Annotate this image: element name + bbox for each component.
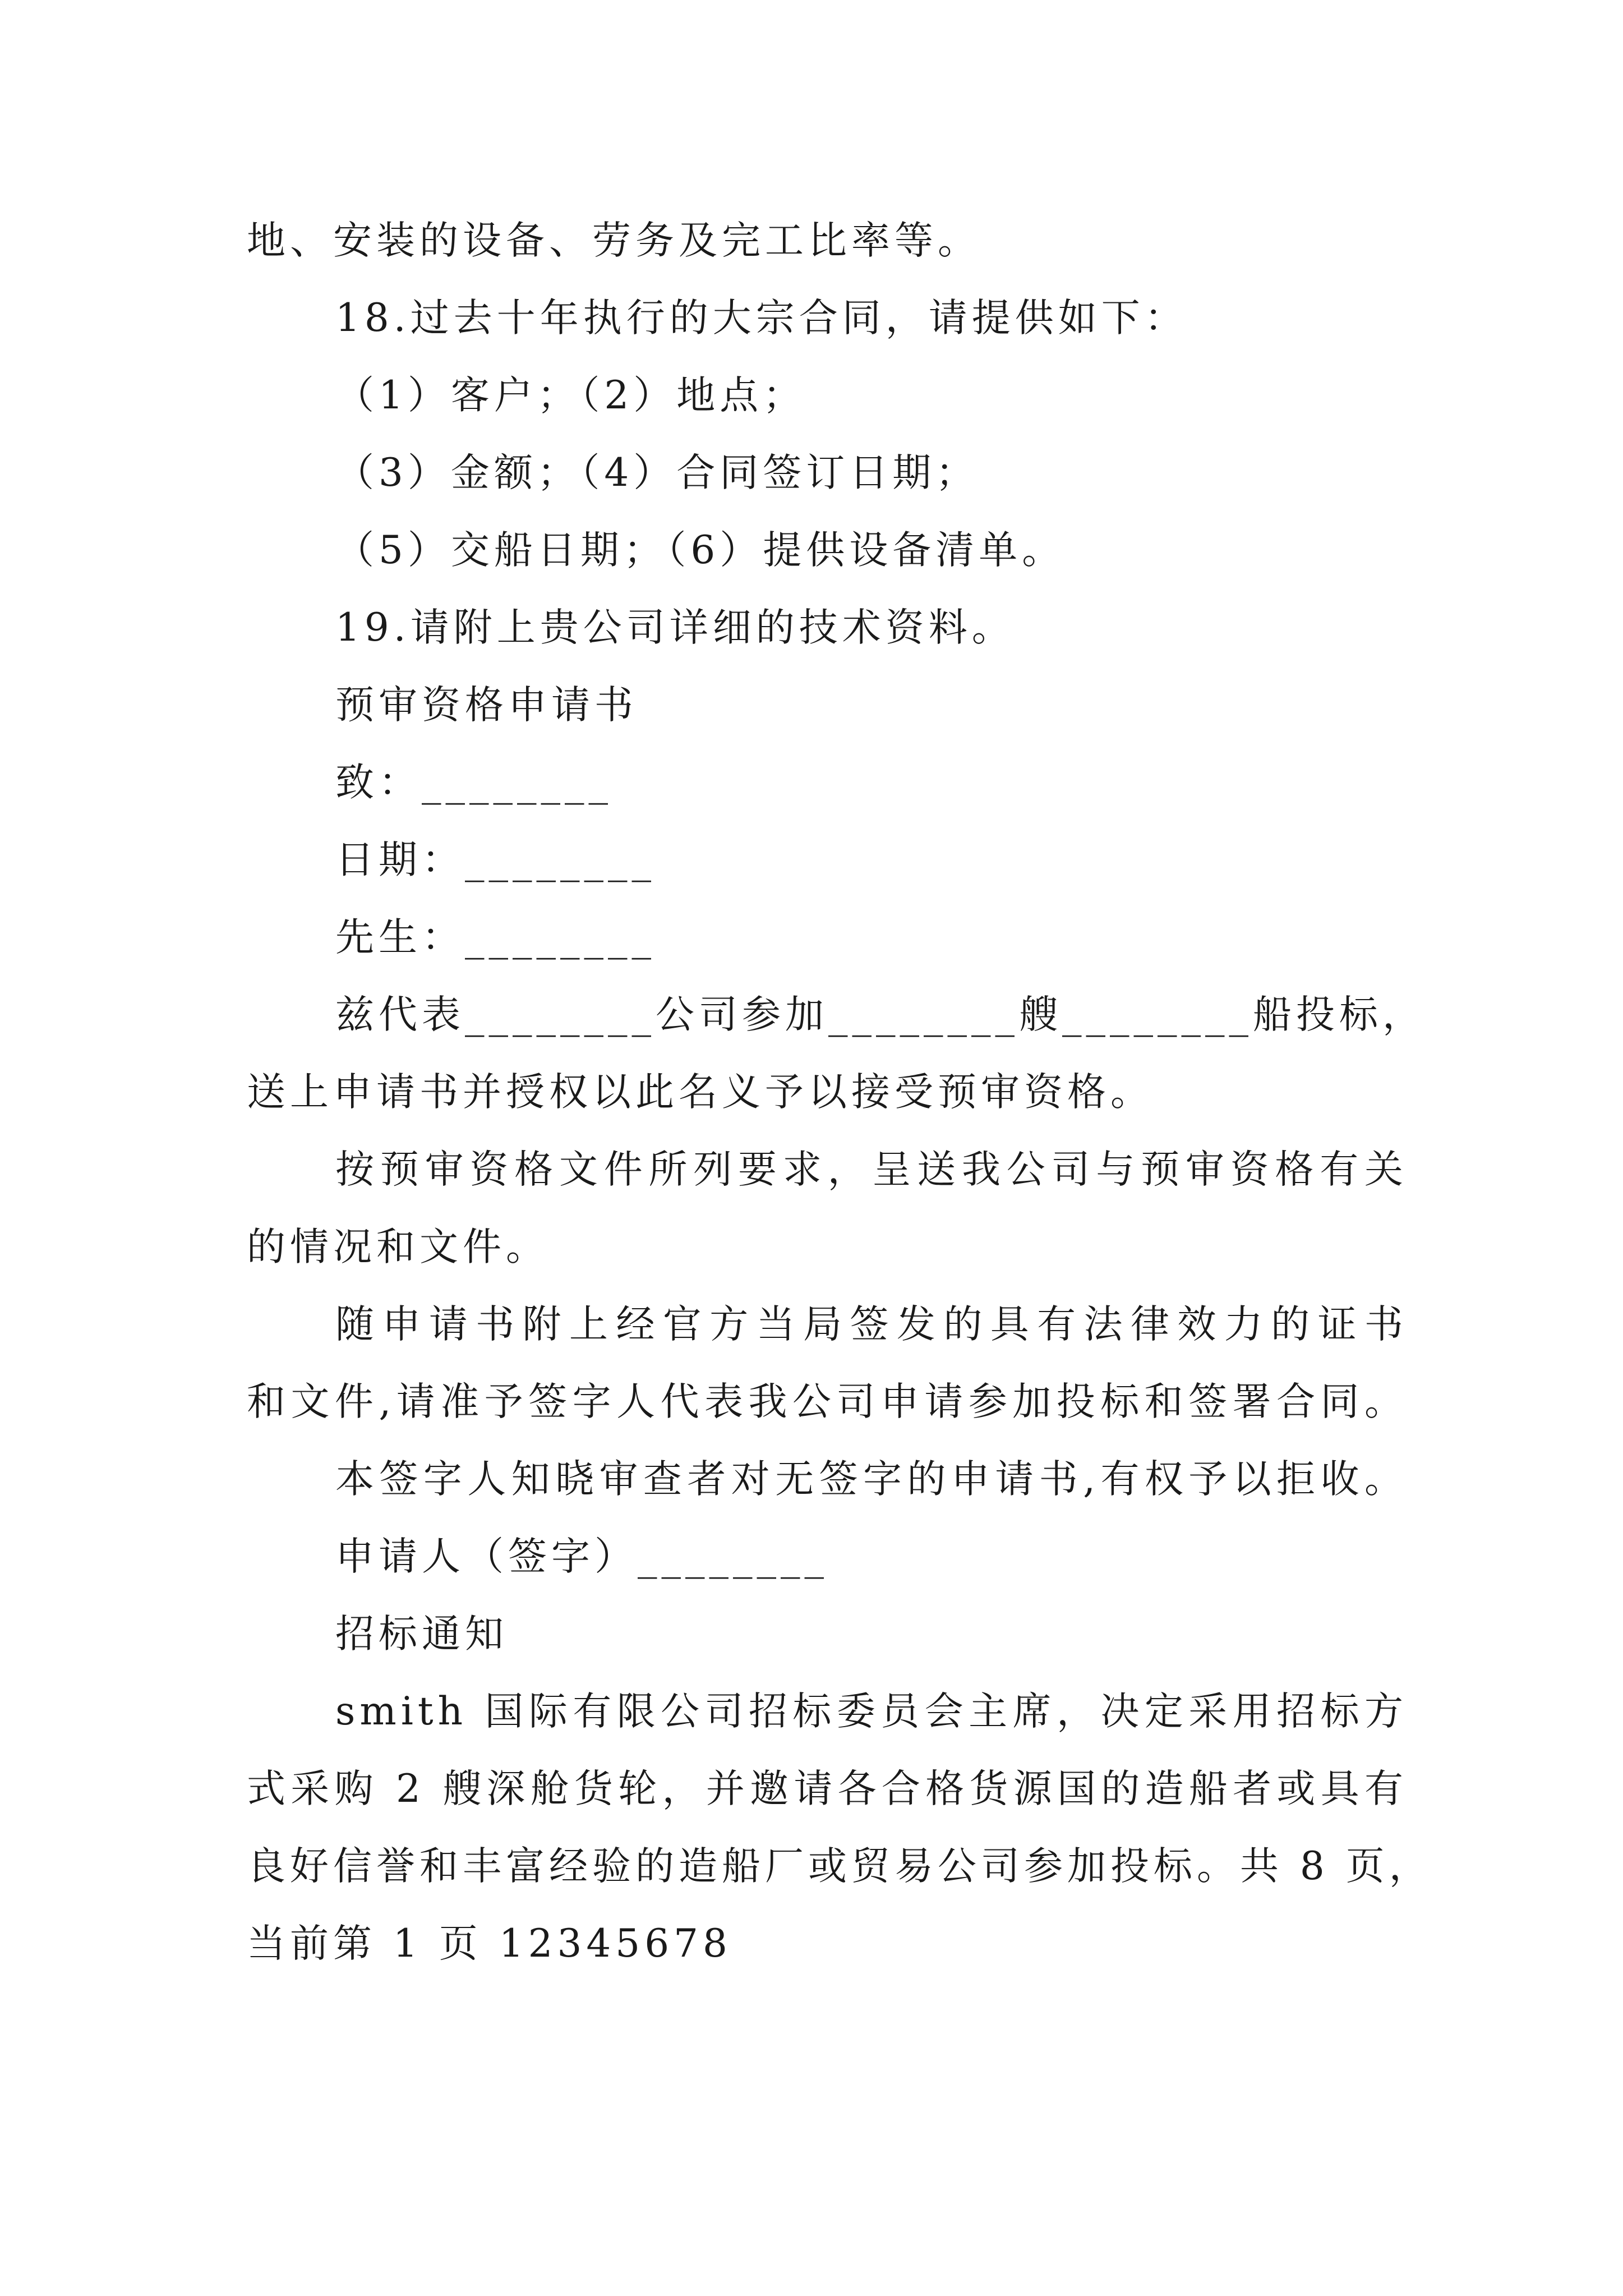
text-line: （1）客户；（2）地点； — [335, 373, 806, 418]
text-line: 良好信誉和丰富经验的造船厂或贸易公司参加投标。共 8 页， — [247, 1844, 1432, 1889]
text-line: 地、安装的设备、劳务及完工比率等。 — [247, 218, 981, 263]
signature-line: 申请人（签字）________ — [335, 1534, 828, 1579]
salutation-line: 先生：________ — [335, 915, 656, 960]
body-text — [247, 202, 1432, 1982]
date-line: 日期：________ — [335, 838, 656, 882]
text-line: （3）金额；（4）合同签订日期； — [335, 450, 979, 495]
addressee-line: 致：________ — [335, 760, 612, 805]
text-line: smith 国际有限公司招标委员会主席，决定采用招标方 — [335, 1689, 1408, 1734]
text-line: 送上申请书并授权以此名义予以接受预审资格。 — [247, 1070, 1154, 1115]
text-line: 和文件,请准予签字人代表我公司申请参加投标和签署合同。 — [247, 1379, 1408, 1424]
text-line: 随申请书附上经官方当局签发的具有法律效力的证书 — [335, 1302, 1408, 1347]
text-line: 18.过去十年执行的大宗合同，请提供如下： — [335, 296, 1188, 341]
page-footer-line: 当前第 1 页 12345678 — [247, 1921, 732, 1966]
text-line: 本签字人知晓审查者对无签字的申请书,有权予以拒收。 — [335, 1457, 1408, 1502]
text-line: 兹代表________公司参加________艘________船投标， — [335, 992, 1426, 1037]
text-line: 19.请附上贵公司详细的技术资料。 — [335, 605, 1015, 650]
section-title: 招标通知 — [335, 1612, 508, 1657]
text-line: 式采购 2 艘深舱货轮，并邀请各合格货源国的造船者或具有 — [247, 1766, 1408, 1811]
section-title: 预审资格申请书 — [335, 683, 638, 728]
text-line: （5）交船日期；（6）提供设备清单。 — [335, 528, 1066, 573]
text-line: 的情况和文件。 — [247, 1225, 549, 1269]
text-line: 按预审资格文件所列要求，呈送我公司与预审资格有关 — [335, 1147, 1408, 1192]
